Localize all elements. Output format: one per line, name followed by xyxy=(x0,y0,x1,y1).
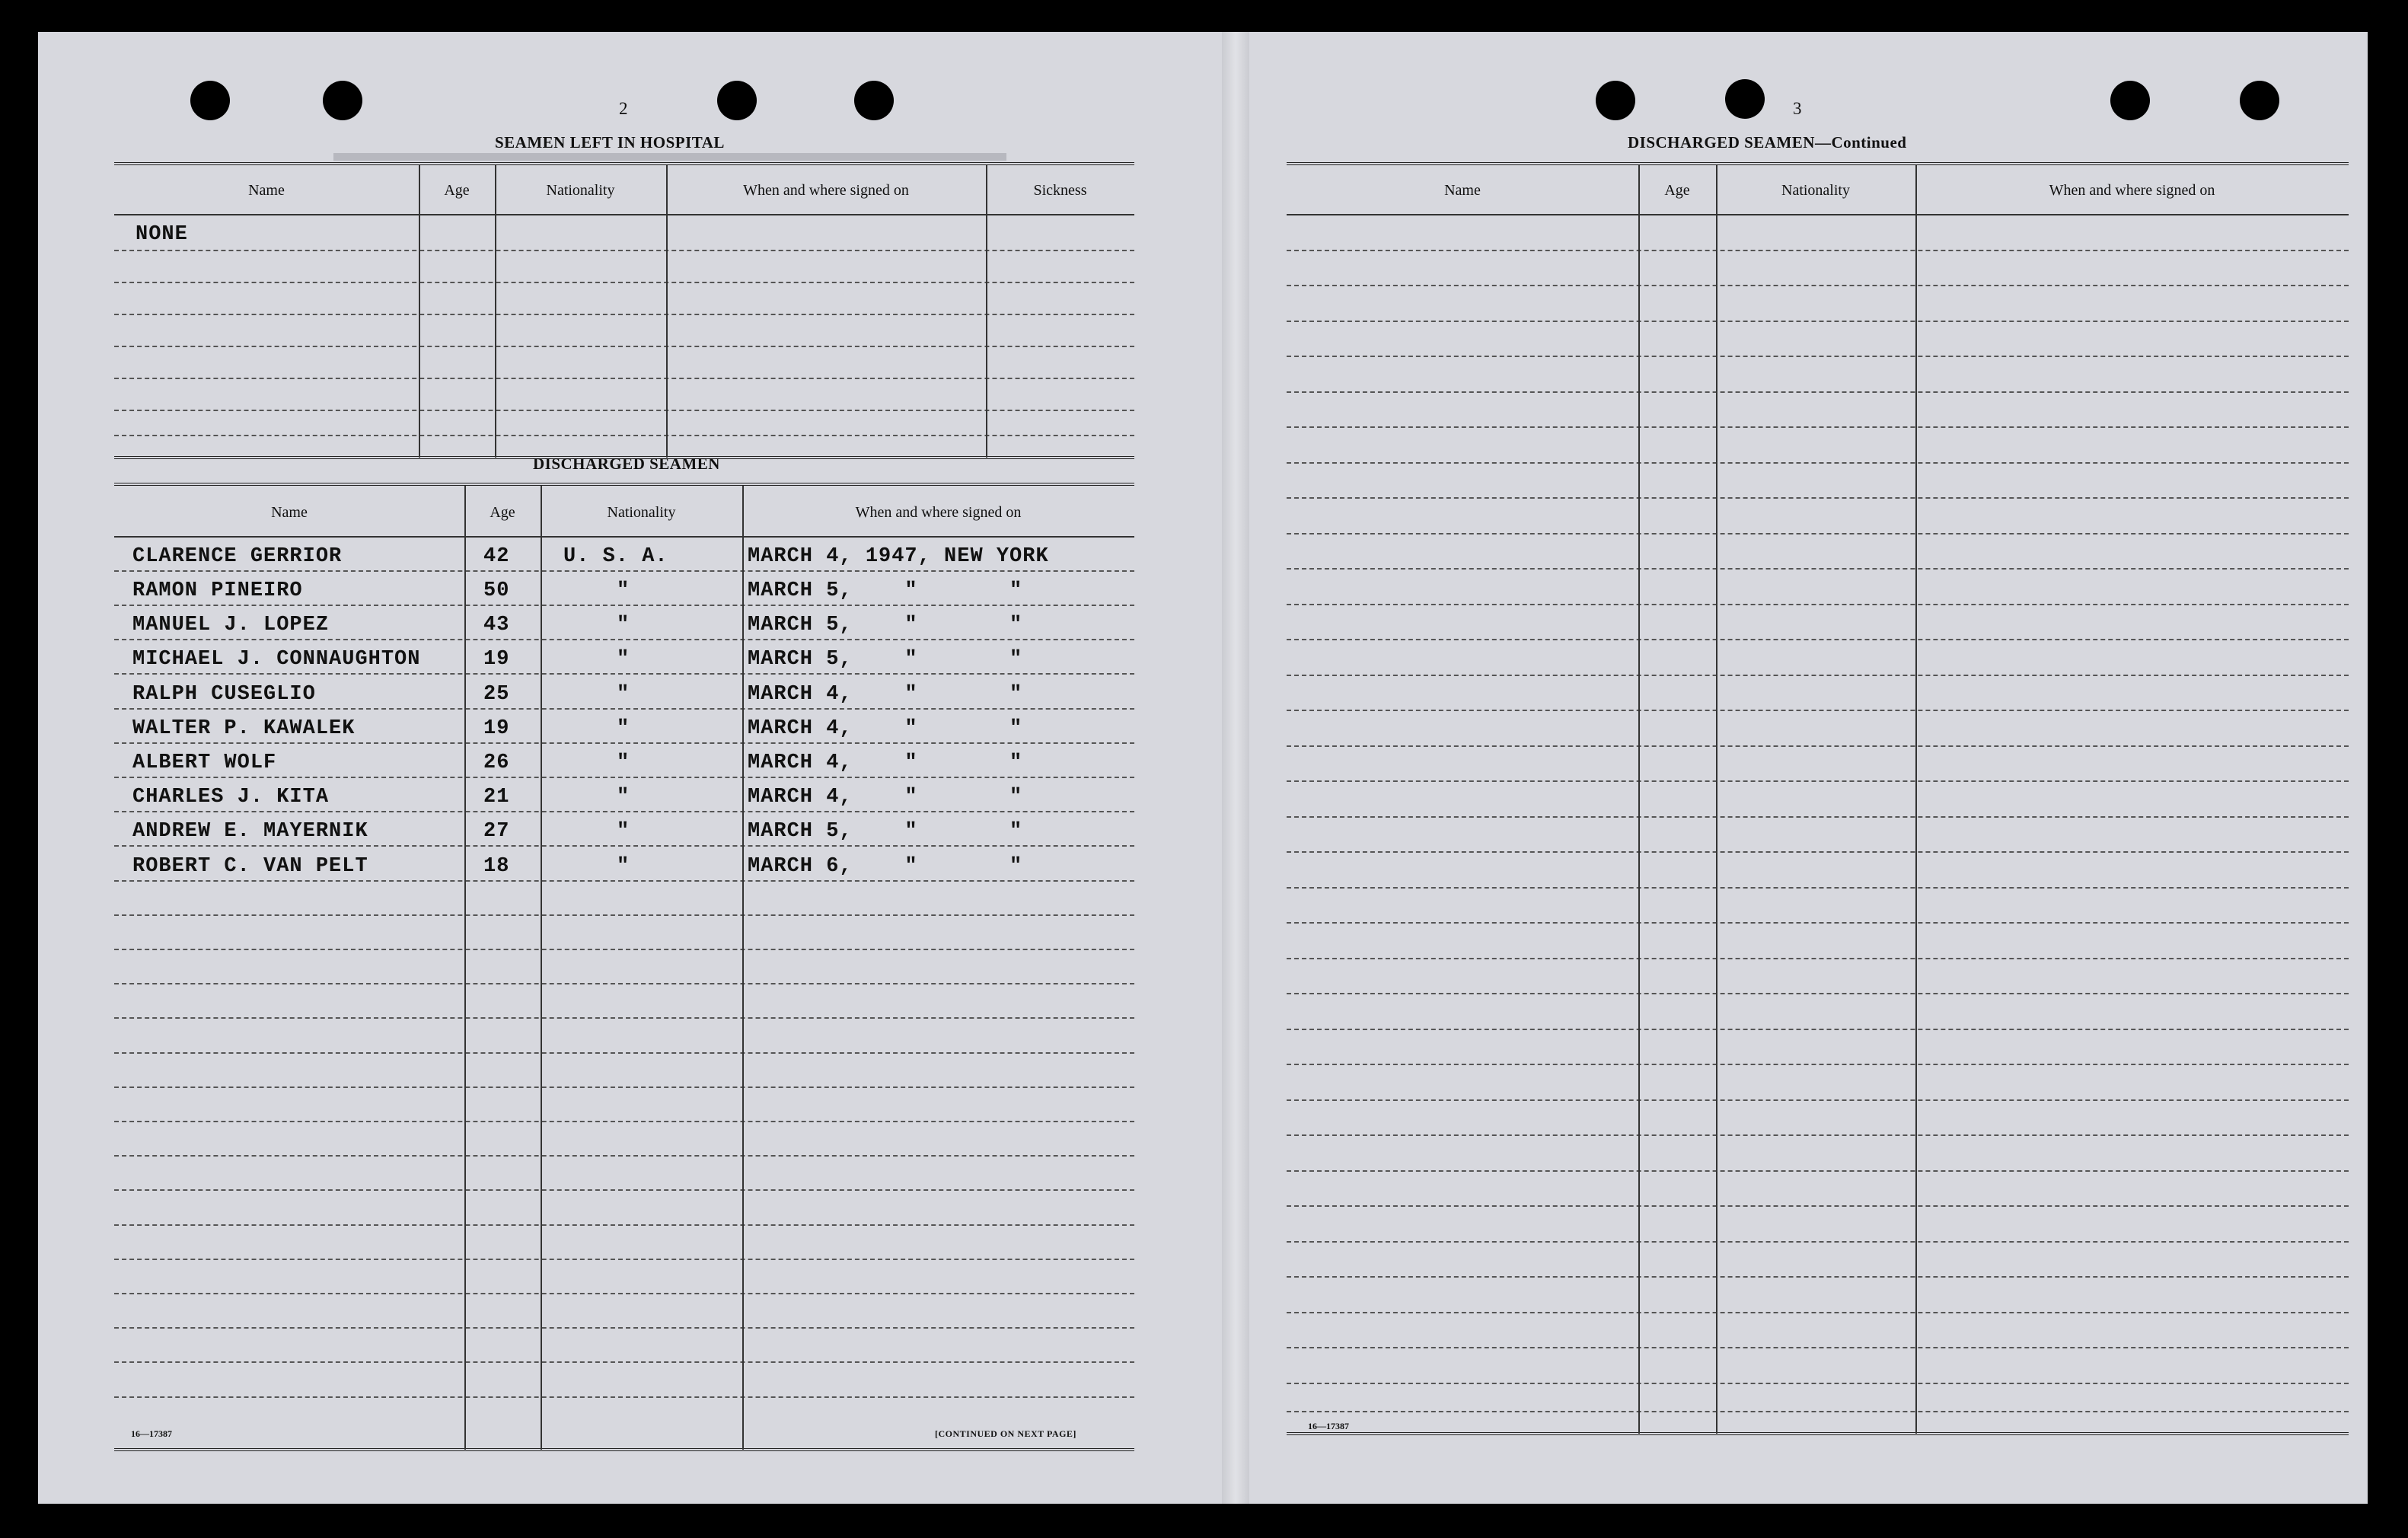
punch-hole xyxy=(1725,79,1765,119)
seaman-name: RAMON PINEIRO xyxy=(132,579,303,602)
col-header-signed-on: When and where signed on xyxy=(743,182,909,199)
continued-note: [CONTINUED ON NEXT PAGE] xyxy=(935,1428,1076,1439)
seaman-signed-on: MARCH 4, " " xyxy=(748,683,1023,706)
seaman-name: CLARENCE GERRIOR xyxy=(132,545,343,568)
seaman-signed-on: MARCH 4, " " xyxy=(748,717,1023,740)
seaman-name: ALBERT WOLF xyxy=(132,751,277,774)
seaman-signed-on: MARCH 5, " " xyxy=(748,648,1023,671)
seaman-nationality: " xyxy=(617,683,630,706)
punch-hole xyxy=(190,81,230,120)
seaman-signed-on: MARCH 5, " " xyxy=(748,820,1023,843)
seaman-nationality: " xyxy=(617,614,630,637)
page-number-left: 2 xyxy=(619,99,628,118)
seaman-name: ROBERT C. VAN PELT xyxy=(132,855,368,878)
seaman-signed-on: MARCH 5, " " xyxy=(748,579,1023,602)
punch-hole xyxy=(2240,81,2279,120)
discharged-section-title-left: DISCHARGED SEAMEN xyxy=(533,455,720,473)
seaman-signed-on: MARCH 4, " " xyxy=(748,751,1023,774)
col-header-name: Name xyxy=(248,182,285,199)
center-fold xyxy=(1222,32,1249,1504)
seaman-age: 19 xyxy=(483,717,510,740)
seaman-nationality: " xyxy=(617,579,630,602)
discharged-continued-title xyxy=(1628,133,1906,152)
seaman-signed-on: MARCH 6, " " xyxy=(748,855,1023,878)
col-header-age: Age xyxy=(1664,182,1690,199)
page-number-right: 3 xyxy=(1793,99,1802,118)
col-header-name: Name xyxy=(271,504,308,521)
title-text: DISCHARGED SEAMEN xyxy=(1628,133,1815,152)
punch-hole xyxy=(323,81,362,120)
hospital-entry-none: NONE xyxy=(136,223,188,246)
punch-hole xyxy=(2110,81,2150,120)
seaman-signed-on: MARCH 4, " " xyxy=(748,786,1023,809)
punch-hole xyxy=(854,81,894,120)
seaman-age: 19 xyxy=(483,648,510,671)
punch-hole xyxy=(717,81,757,120)
seaman-nationality: " xyxy=(617,648,630,671)
col-header-signed-on: When and where signed on xyxy=(855,504,1022,521)
seaman-age: 43 xyxy=(483,614,510,637)
seaman-age: 18 xyxy=(483,855,510,878)
seaman-age: 21 xyxy=(483,786,510,809)
seaman-age: 27 xyxy=(483,820,510,843)
col-header-signed-on: When and where signed on xyxy=(2049,182,2215,199)
seaman-nationality: " xyxy=(617,820,630,843)
form-number-right: 16—17387 xyxy=(1308,1421,1349,1431)
seaman-age: 50 xyxy=(483,579,510,602)
col-header-name: Name xyxy=(1444,182,1481,199)
seaman-name: MICHAEL J. CONNAUGHTON xyxy=(132,648,421,671)
discharged-table-left xyxy=(114,483,1134,1457)
document-sheet xyxy=(38,32,2368,1504)
discharged-table-right xyxy=(1287,162,2349,1449)
hospital-section-title: SEAMEN LEFT IN HOSPITAL xyxy=(495,133,725,152)
seaman-name: CHARLES J. KITA xyxy=(132,786,330,809)
form-number-left: 16—17387 xyxy=(131,1428,172,1439)
col-header-age: Age xyxy=(490,504,515,521)
seaman-nationality: " xyxy=(617,717,630,740)
seaman-signed-on: MARCH 4, 1947, NEW YORK xyxy=(748,545,1049,568)
seaman-nationality: " xyxy=(617,855,630,878)
col-header-nationality: Nationality xyxy=(607,504,676,521)
col-header-sickness: Sickness xyxy=(1033,182,1087,199)
seaman-name: MANUEL J. LOPEZ xyxy=(132,614,330,637)
seaman-nationality: U. S. A. xyxy=(563,545,668,568)
col-header-nationality: Nationality xyxy=(546,182,615,199)
col-header-nationality: Nationality xyxy=(1781,182,1850,199)
bleed-through: ▬▬▬▬▬▬▬▬▬▬▬▬▬▬▬▬▬▬▬▬▬▬▬▬▬▬ xyxy=(333,147,1006,175)
seaman-age: 26 xyxy=(483,751,510,774)
seaman-age: 25 xyxy=(483,683,510,706)
seaman-signed-on: MARCH 5, " " xyxy=(748,614,1023,637)
seaman-name: WALTER P. KAWALEK xyxy=(132,717,356,740)
seaman-name: ANDREW E. MAYERNIK xyxy=(132,820,368,843)
col-header-age: Age xyxy=(444,182,470,199)
seaman-age: 42 xyxy=(483,545,510,568)
hospital-table xyxy=(114,162,1134,467)
punch-hole xyxy=(1596,81,1635,120)
seaman-name: RALPH CUSEGLIO xyxy=(132,683,316,706)
seaman-nationality: " xyxy=(617,751,630,774)
title-suffix: —Continued xyxy=(1814,133,1907,152)
seaman-nationality: " xyxy=(617,786,630,809)
